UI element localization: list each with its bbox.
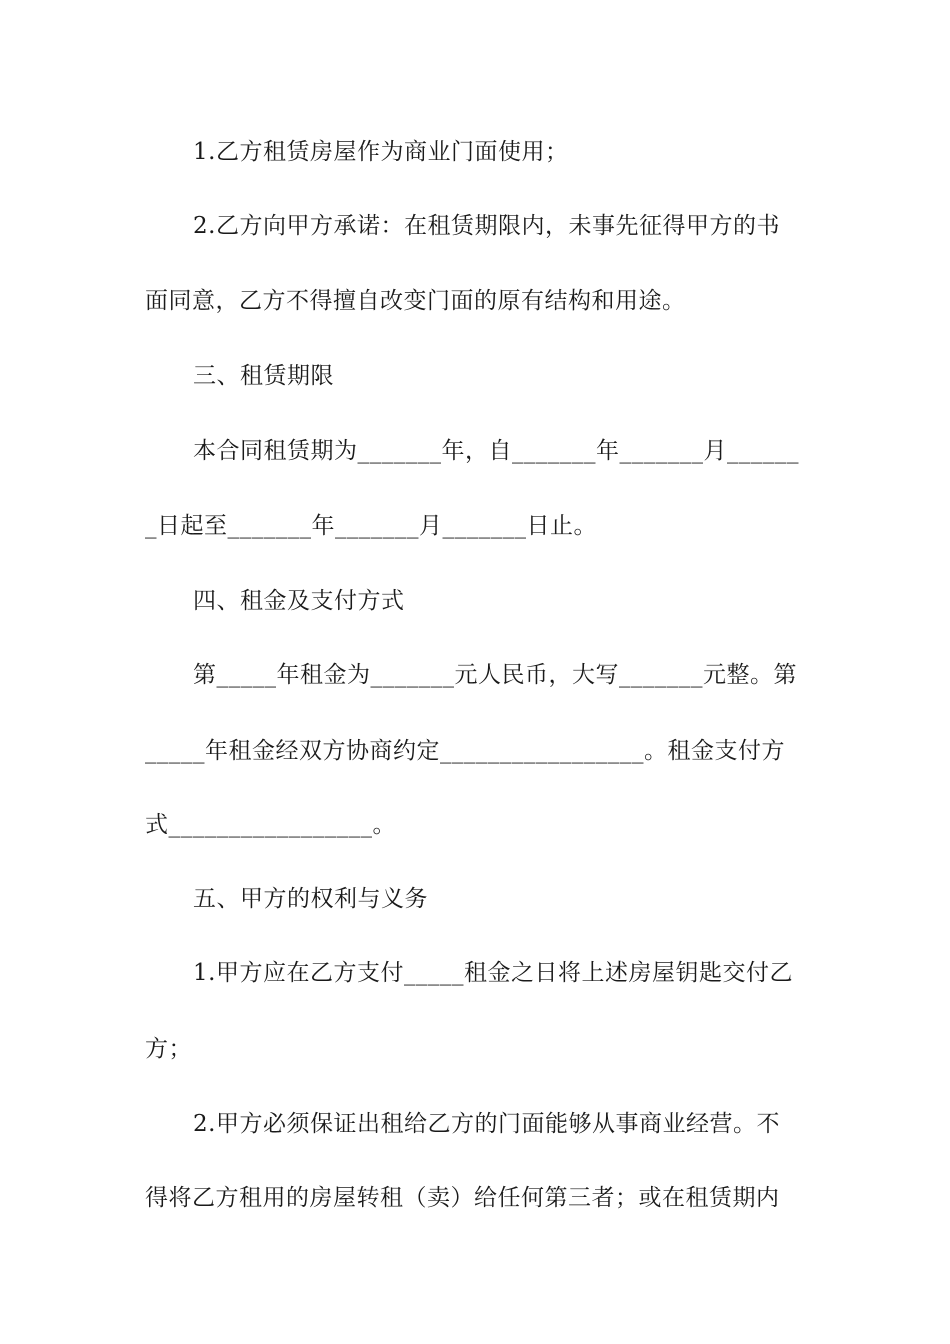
rent-text: 第_____年租金为_______元人民币，大写_______元整。第: [193, 662, 797, 688]
item-1-usage: 1.乙方租赁房屋作为商业门面使用；: [193, 139, 569, 165]
item-2-promise: 2.乙方向甲方承诺：在租赁期限内，未事先征得甲方的书: [193, 213, 780, 239]
section-4-heading: 四、租金及支付方式: [193, 588, 405, 614]
party-a-item-1-cont: 方；: [145, 1036, 192, 1062]
rent-text-cont: _____年租金经双方协商约定_________________。租金支付方: [145, 738, 785, 764]
rent-text-cont-2: 式_________________。: [145, 812, 396, 838]
lease-term-text-cont: _日起至_______年_______月_______日止。: [145, 513, 597, 539]
party-a-item-2-cont: 得将乙方租用的房屋转租（卖）给任何第三者；或在租赁期内: [145, 1185, 780, 1211]
section-3-heading: 三、租赁期限: [193, 363, 334, 389]
party-a-item-2: 2.甲方必须保证出租给乙方的门面能够从事商业经营。不: [193, 1111, 780, 1137]
party-a-item-1: 1.甲方应在乙方支付_____租金之日将上述房屋钥匙交付乙: [193, 960, 793, 986]
item-2-promise-cont: 面同意，乙方不得擅自改变门面的原有结构和用途。: [145, 288, 686, 314]
section-5-heading: 五、甲方的权利与义务: [193, 886, 428, 912]
lease-term-text: 本合同租赁期为_______年，自_______年_______月______: [193, 438, 799, 464]
